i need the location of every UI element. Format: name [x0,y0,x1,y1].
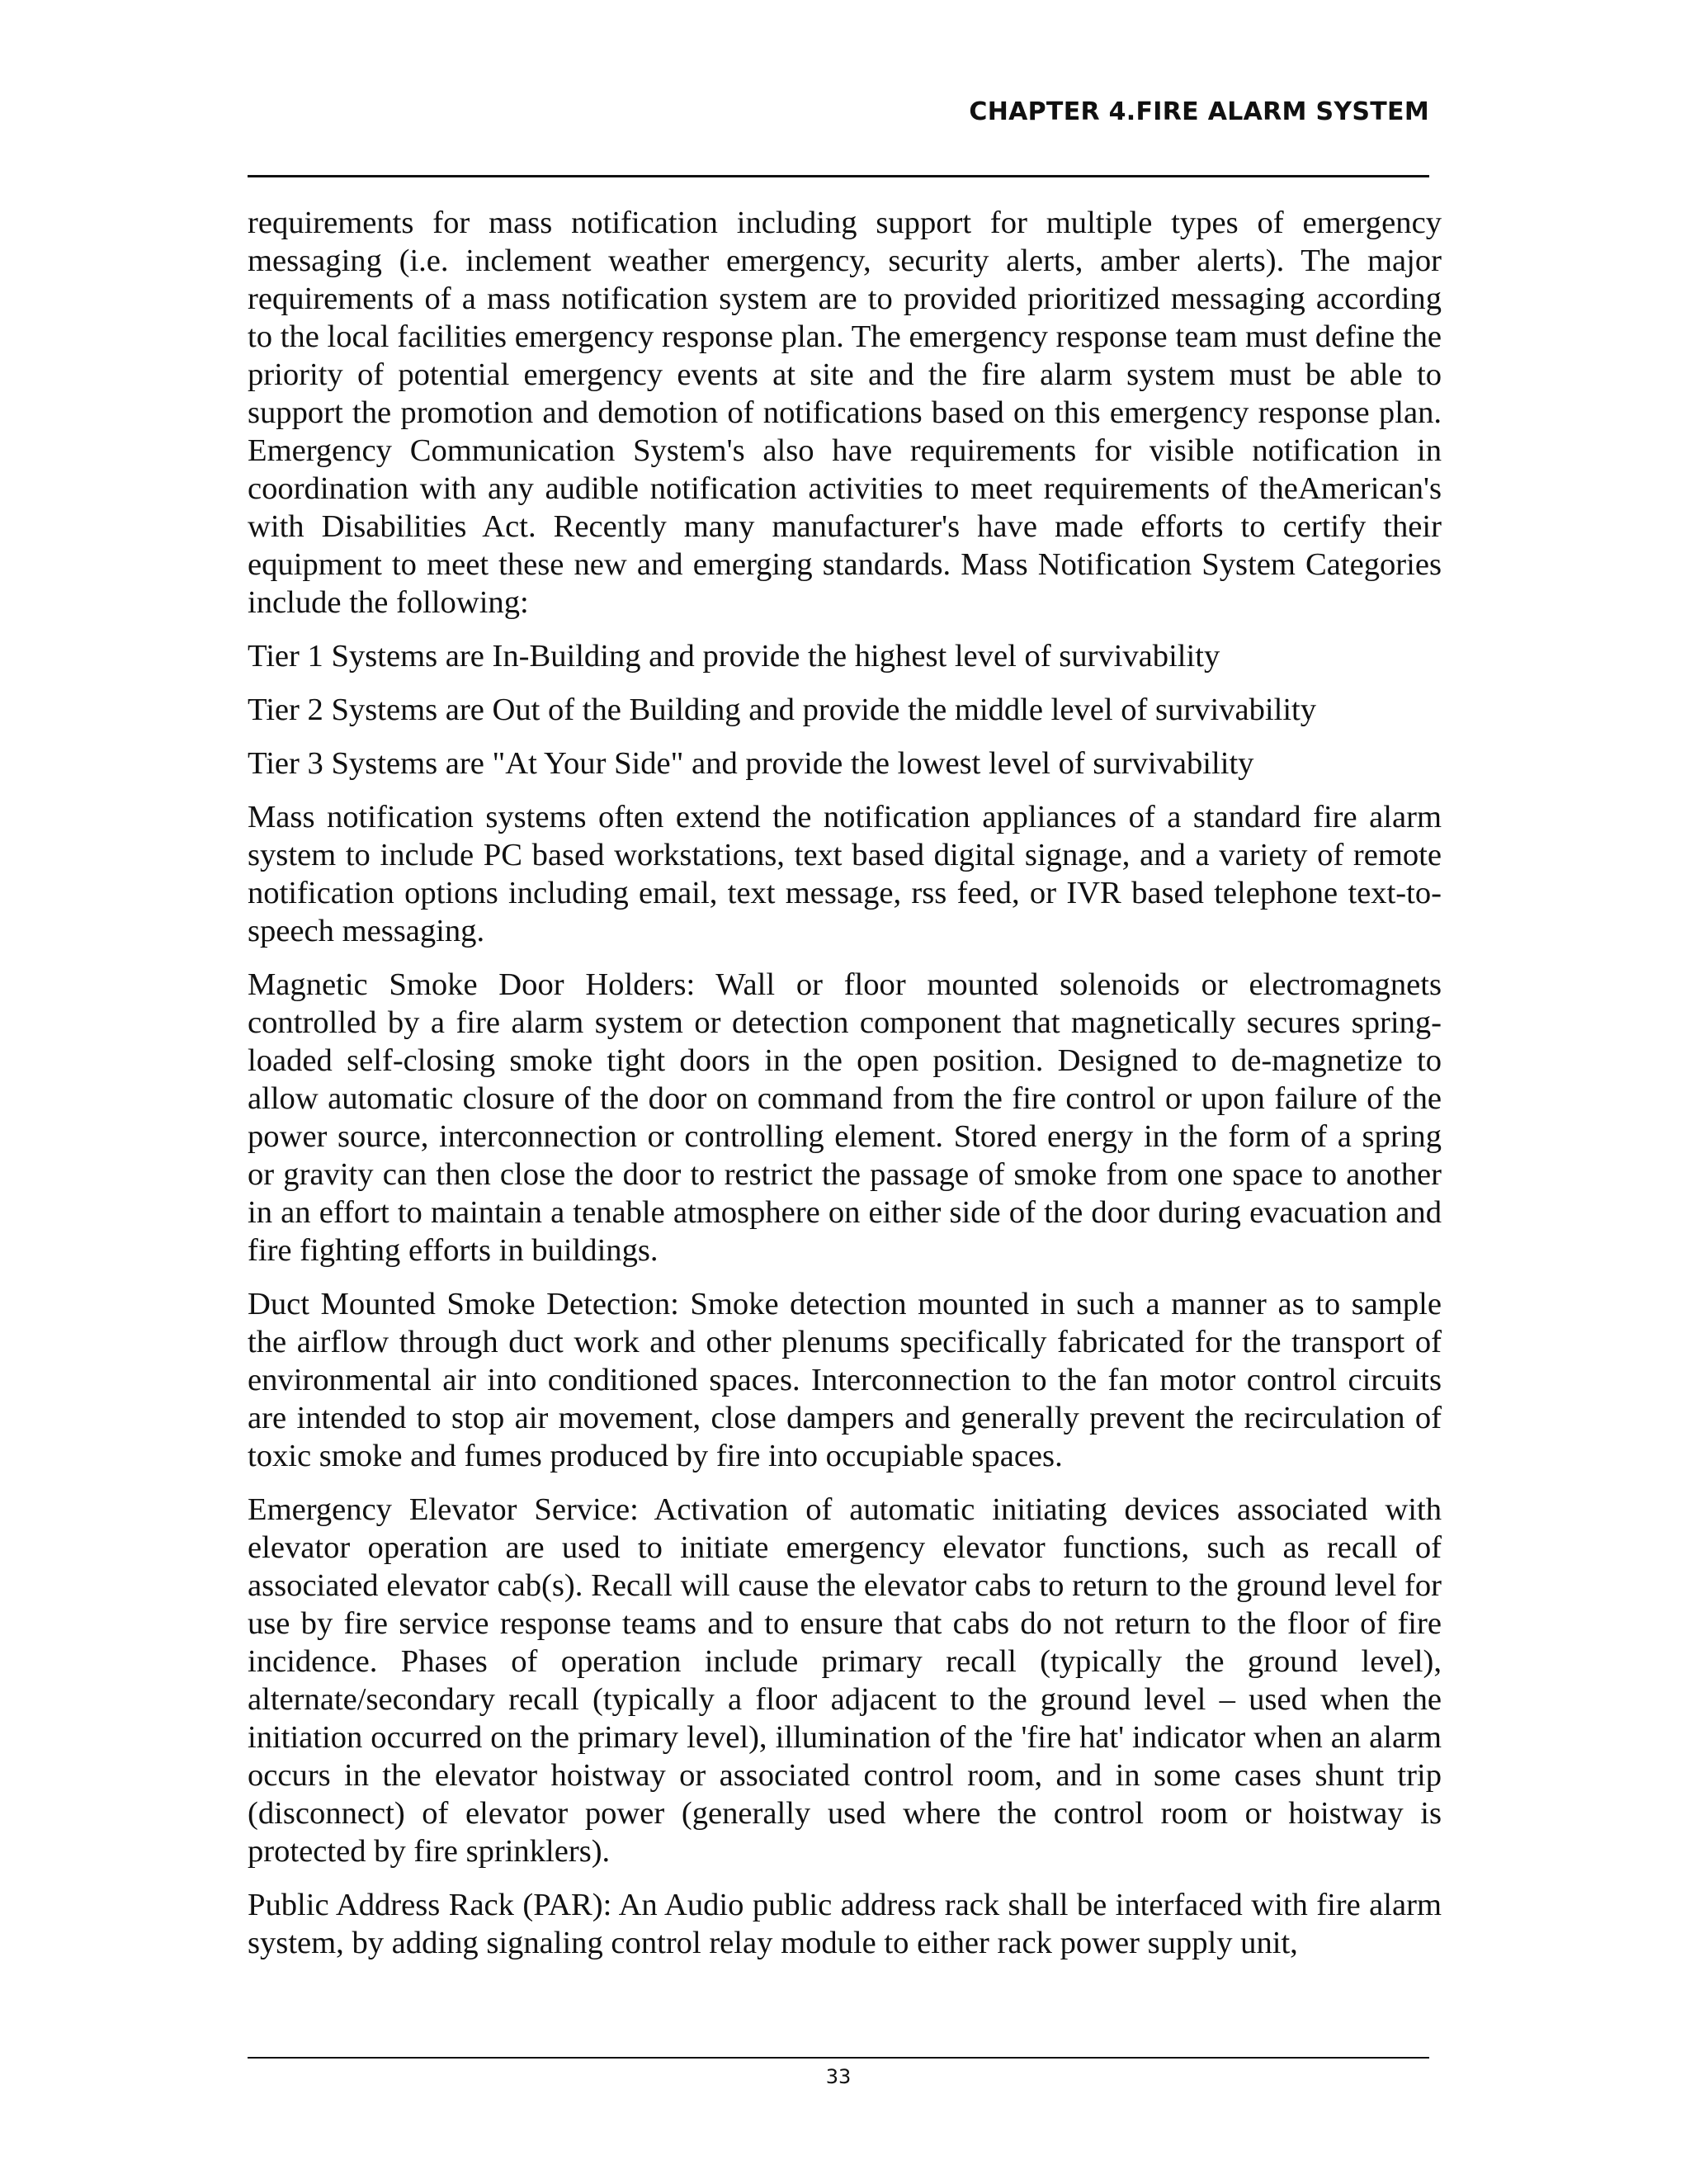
paragraph-emergency-elevator-service: Emergency Elevator Service: Activation of automatic initiating devices associated with elevator operation are used to initiate emergency elevator functions, such as recall of associated elevator cab(s). Recall will cause the elevator cabs to return to the ground level for use by fire service response teams and to ensure that cabs do not return to the floor of fire incidence. Phases of operation include primary recall (typically the ground level), alternate/secondary recall (typically a floor adjacent to the ground level – used when the initiation occurred on the primary level), illumination of the 'fire hat' indicator when an alarm occurs in the elevator hoistway or associated control room, and in some cases shunt trip (disconnect) of elevator power (generally used where the control room or hoistway is protected by fire sprinklers). [248,1492,1442,1869]
page-number: 33 [825,2065,852,2088]
paragraph-public-address-rack: Public Address Rack (PAR): An Audio public address rack shall be interfaced with fire alarm system, by adding signaling control relay module to either rack power supply unit, [248,1888,1442,1960]
header-divider [248,175,1429,177]
paragraph-mass-notification-requirements: requirements for mass notification including support for multiple types of emergency messaging (i.e. inclement weather emergency, security alerts, amber alerts). The major requirements of a mass notification system are to provided prioritized messaging according to the local facilities emergency response plan. The emergency response team must define the priority of potential emergency events at site and the fire alarm system must be able to support the promotion and demotion of notifications based on this emergency response plan. Emergency Communication System's also have requirements for visible notification in coordination with any audible notification activities to meet requirements of theAmerican's with Disabilities Act. Recently many manufacturer's have made efforts to certify their equipment to meet these new and emerging standards. Mass Notification System Categories include the following: [248,206,1442,620]
footer-divider [248,2057,1429,2059]
paragraph-duct-smoke-detection: Duct Mounted Smoke Detection: Smoke detection mounted in such a manner as to sample the airflow through duct work and other plenums specifically fabricated for the transport of environmental air into conditioned spaces. Interconnection to the fan motor control circuits are intended to stop air movement, close dampers and generally prevent the recirculation of toxic smoke and fumes produced by fire into occupiable spaces. [248,1287,1442,1473]
paragraph-tier-1: Tier 1 Systems are In-Building and provide the highest level of survivability [248,639,1220,674]
paragraph-mass-notification-appliances: Mass notification systems often extend the notification appliances of a standard fire alarm system to include PC based workstations, text based digital signage, and a variety of remote notification options including email, text message, rss feed, or IVR based telephone text-to-speech messaging. [248,800,1442,948]
paragraph-tier-3: Tier 3 Systems are "At Your Side" and provide the lowest level of survivability [248,746,1254,781]
paragraph-tier-2: Tier 2 Systems are Out of the Building and provide the middle level of survivability [248,693,1317,727]
chapter-header: CHAPTER 4.FIRE ALARM SYSTEM [969,97,1429,126]
body-text [248,204,1442,1978]
paragraph-magnetic-door-holders: Magnetic Smoke Door Holders: Wall or floor mounted solenoids or electromagnets controlled by a fire alarm system or detection component that magnetically secures spring-loaded self-closing smoke tight doors in the open position. Designed to de-magnetize to allow automatic closure of the door on command from the fire control or upon failure of the power source, interconnection or controlling element. Stored energy in the form of a spring or gravity can then close the door to restrict the passage of smoke from one space to another in an effort to maintain a tenable atmosphere on either side of the door during evacuation and fire fighting efforts in buildings. [248,967,1442,1268]
